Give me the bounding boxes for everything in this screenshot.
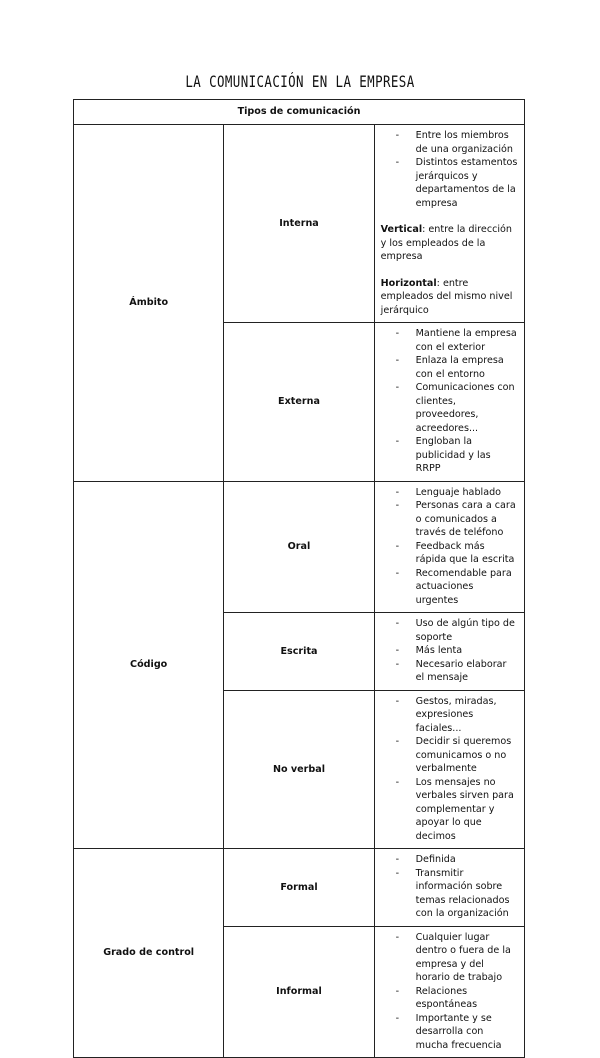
list-item: - Importante y se desarrolla con mucha frecuencia [381, 1012, 518, 1053]
list-item: - Transmitir información sobre temas relacionados con la organización [381, 867, 518, 921]
subcategory-interna: Interna [224, 125, 374, 323]
bullet-list [381, 695, 518, 844]
list-item: - Los mensajes no verbales sirven para complementar y apoyar lo que decimos [381, 776, 518, 844]
list-item: - Lenguaje hablado [381, 486, 518, 500]
table-header: Tipos de comunicación [74, 100, 525, 125]
communication-types-table [73, 99, 525, 1058]
list-item: - Definida [381, 853, 518, 867]
description-cell [374, 613, 524, 691]
note-horizontal [381, 277, 518, 318]
list-item: - Relaciones espontáneas [381, 985, 518, 1012]
list-item: - Necesario elaborar el mensaje [381, 658, 518, 685]
table-header-row [74, 100, 525, 125]
list-item: - Uso de algún tipo de soporte [381, 617, 518, 644]
bullet-list [381, 931, 518, 1053]
description-cell [374, 323, 524, 482]
table-row [74, 125, 525, 323]
list-item: - Decidir si queremos comunicamos o no verbalmente [381, 735, 518, 776]
subcategory-externa: Externa [224, 323, 374, 482]
list-item: - Distintos estamentos jerárquicos y departamentos de la empresa [381, 156, 518, 210]
description-cell [374, 481, 524, 613]
subcategory-formal: Formal [224, 849, 374, 927]
subcategory-escrita: Escrita [224, 613, 374, 691]
bullet-list [381, 486, 518, 608]
list-item: - Enlaza la empresa con el entorno [381, 354, 518, 381]
list-item: - Recomendable para actuaciones urgentes [381, 567, 518, 608]
list-item: - Más lenta [381, 644, 518, 658]
note-term: Horizontal [380, 277, 437, 289]
list-item: - Feedback más rápida que la escrita [381, 540, 518, 567]
list-item: - Mantiene la empresa con el exterior [381, 327, 518, 354]
list-item: - Gestos, miradas, expresiones faciales... [381, 695, 518, 736]
category-codigo: Código [74, 481, 224, 849]
list-item: - Cualquier lugar dentro o fuera de la empresa y del horario de trabajo [381, 931, 518, 985]
note-vertical [381, 223, 518, 264]
category-ambito: Ámbito [74, 125, 224, 482]
table-row [74, 849, 525, 927]
description-cell [374, 849, 524, 927]
note-text: : entre empleados del mismo nivel jerárquico [380, 277, 513, 316]
category-grado-de-control: Grado de control [74, 849, 224, 1058]
list-item: - Personas cara a cara o comunicados a través de teléfono [381, 499, 518, 540]
bullet-list [381, 617, 518, 685]
page-title: LA COMUNICACIÓN EN LA EMPRESA [185, 72, 415, 91]
subcategory-informal: Informal [224, 926, 374, 1058]
description-cell [374, 690, 524, 849]
note-text: : entre la dirección y los empleados de la empresa [380, 224, 512, 262]
bullet-list [381, 327, 518, 476]
description-cell [374, 926, 524, 1058]
list-item: - Comunicaciones con clientes, proveedores, acreedores... [381, 381, 518, 435]
bullet-list [381, 853, 518, 921]
note-term: Vertical [380, 224, 423, 235]
description-cell [374, 125, 524, 323]
table-row [74, 481, 525, 613]
subcategory-no-verbal: No verbal [224, 690, 374, 849]
list-item: - Engloban la publicidad y las RRPP [381, 435, 518, 476]
bullet-list [381, 129, 518, 210]
subcategory-oral: Oral [224, 481, 374, 613]
list-item: - Entre los miembros de una organización [381, 129, 518, 156]
